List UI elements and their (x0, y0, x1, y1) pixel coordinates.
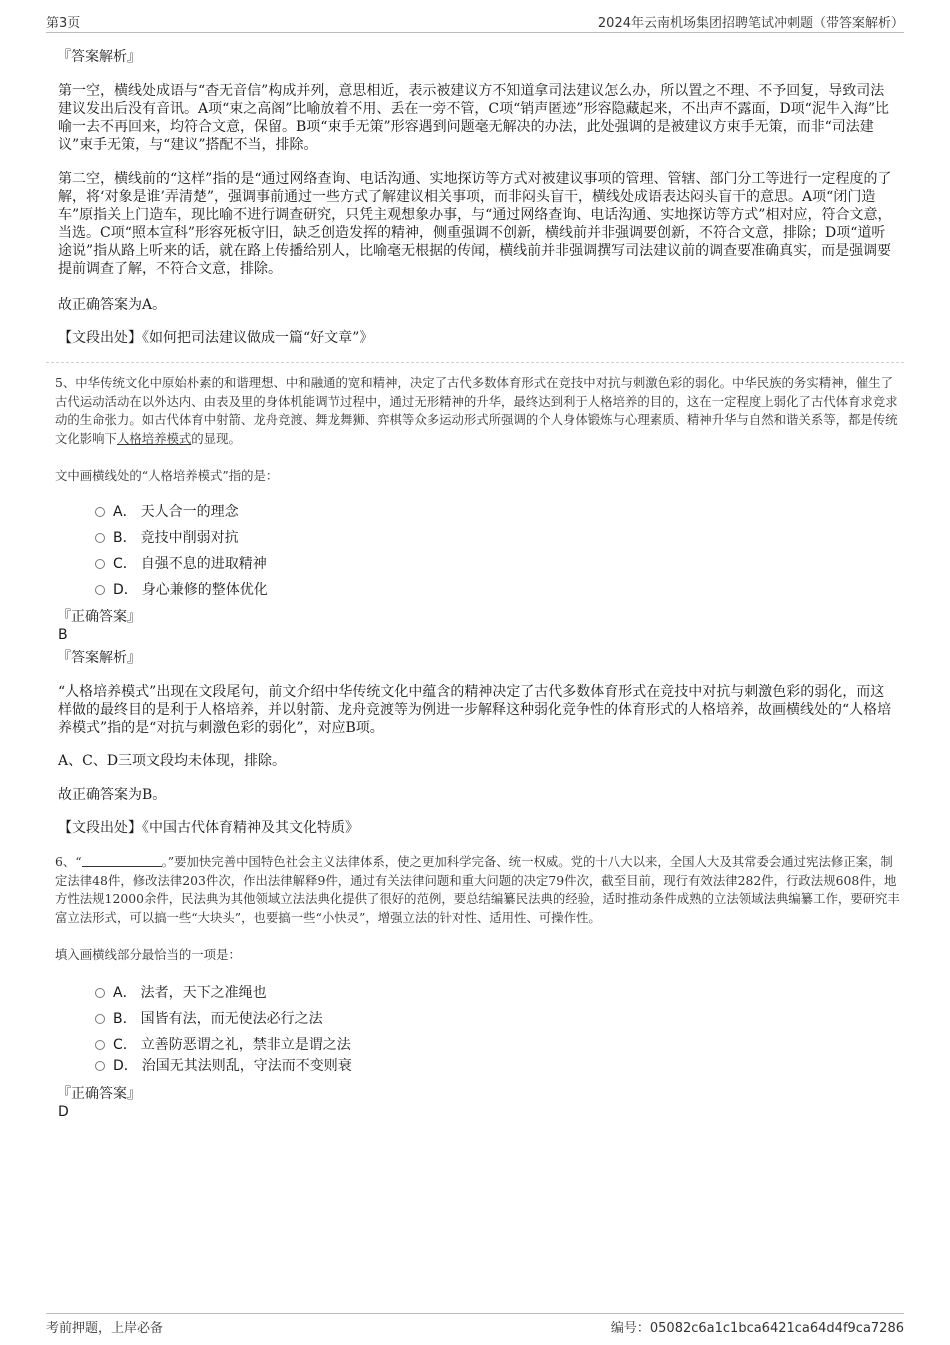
document-code: 编号：05082c6a1c1bca6421ca64d4f9ca7286 (610, 1321, 904, 1336)
q6-blank (82, 854, 162, 867)
divider (46, 362, 904, 363)
q5-conclusion: 故正确答案为B。 (58, 787, 167, 803)
q5-source (58, 819, 894, 837)
q5-stem (55, 374, 902, 448)
page-number: 第3页 (46, 16, 81, 31)
page-header (46, 10, 904, 33)
radio-icon[interactable] (95, 559, 105, 569)
q6-stem (55, 853, 902, 927)
radio-icon[interactable] (95, 1014, 105, 1024)
q4-analysis-para1: 第一空，横线处成语与“杳无音信”构成并列，意思相近，表示被建议方不知道拿司法建议怎么办，所以置之不理、不予回复，导致司法建议发出后没有音讯。A项“束之高阁”比喻放着不用、丢在一旁不管，C项“销声匿迹”形容隐藏起来，不出声不露面，D项“泥牛入海”比喻一去不再回来，均符合文意，保留。B项“束手无策”形容遇到问题毫无解决的办法，此处强调的是被建议方束手无策，而非“司法建议”束手无策，与“建议”搭配不当，排除。 (58, 83, 889, 153)
q4-source (58, 329, 894, 347)
q5-answer: B (58, 627, 68, 643)
radio-icon[interactable] (95, 533, 105, 543)
radio-icon[interactable] (95, 507, 105, 517)
q6-question: 填入画横线部分最恰当的一项是： (55, 947, 241, 962)
q5-option-c[interactable]: C． 自强不息的进取精神 (95, 554, 267, 574)
q5-analysis-label: 『答案解析』 (57, 650, 141, 666)
q6-option-c[interactable]: C． 立善防恶谓之礼，禁非立是谓之法 (95, 1035, 351, 1055)
q5-text: 5、中华传统文化中原始朴素的和谐理想、中和融通的宽和精神，决定了古代多数体育形式在竞技中对抗与刺激色彩的弱化。中华民族的务实精神，催生了古代运动活动在以外达内、由表及里的身体机能调节过程中，通过无形精神的升华，最终达到利于人格培养的目的，这在一定程度上弱化了古代体育求竞求动的生命张力。如古代体育中射箭、龙舟竞渡、舞龙舞狮、弈棋等众多运动形式所强调的个人身体锻炼与心理素质、精神升华与自然和谐关系等，都是传统文化影响下 (55, 375, 898, 446)
document-title: 2024年云南机场集团招聘笔试冲刺题（带答案解析） (597, 16, 904, 31)
q6-answer: D (58, 1104, 69, 1120)
q5-text-end: 的显现。 (191, 430, 241, 446)
q6-option-b[interactable]: B． 国皆有法，而无使法必行之法 (95, 1009, 323, 1029)
q5-answer-label: 『正确答案』 (57, 609, 141, 625)
q4-analysis-label: 『答案解析』 (57, 49, 141, 65)
q6-text: 。”要加快完善中国特色社会主义法律体系，使之更加科学完备、统一权威。党的十八大以来，全国人大及其常委会通过宪法修正案，制定法律48件，修改法律203件次，作出法律解释9件，通过有关法律问题和重大问题的决定79件次，截至目前，现行有效法律282件，行政法规608件，地方性法规12000余件，民法典为其他领域立法法典化提供了很好的范例，要总结编纂民法典的经验，适时推动条件成熟的立法领域法典编纂工作，要研究丰富立法形式，可以搞一些“大块头”，也要搞一些“小快灵”，增强立法的针对性、适用性、可操作性。 (55, 854, 900, 925)
q5-analysis-para1: “人格培养模式”出现在文段尾句，前文介绍中华传统文化中蕴含的精神决定了古代多数体育形式在竞技中对抗与刺激色彩的弱化，而这样做的最终目的是利于人格培养，并以射箭、龙舟竞渡等为例进一步解释这种弱化竞争性的体育形式的人格培养，故画横线处的“人格培养模式”指的是“对抗与刺激色彩的弱化”，对应B项。 (58, 684, 892, 736)
radio-icon[interactable] (95, 1040, 105, 1050)
radio-icon[interactable] (95, 585, 105, 595)
q6-prefix: 6、“ (55, 854, 82, 869)
radio-icon[interactable] (95, 988, 105, 998)
q5-source-title: 《中国古代体育精神及其文化特质》 (142, 820, 359, 836)
q5-question: 文中画横线处的“人格培养模式”指的是： (55, 468, 279, 483)
q6-option-d[interactable]: D． 治国无其法则乱，守法而不变则衰 (95, 1056, 352, 1076)
q4-conclusion: 故正确答案为A。 (58, 297, 167, 313)
q6-option-a[interactable]: A． 法者，天下之准绳也 (95, 983, 267, 1003)
q5-option-d[interactable]: D． 身心兼修的整体优化 (95, 580, 268, 600)
q6-answer-label: 『正确答案』 (57, 1086, 141, 1102)
q5-option-b[interactable]: B． 竞技中削弱对抗 (95, 528, 239, 548)
radio-icon[interactable] (95, 1061, 105, 1071)
q5-underlined-phrase: 人格培养模式 (116, 430, 192, 446)
q4-source-title: 《如何把司法建议做成一篇“好文章”》 (142, 330, 374, 346)
q5-analysis-para2: A、C、D三项文段均未体现，排除。 (58, 753, 287, 769)
page-footer (46, 1313, 904, 1338)
q5-option-a[interactable]: A． 天人合一的理念 (95, 502, 239, 522)
q4-source-label: 【文段出处】 (58, 330, 142, 346)
q5-source-label: 【文段出处】 (58, 820, 142, 836)
footer-slogan: 考前押题，上岸必备 (46, 1321, 164, 1336)
q4-analysis-para2: 第二空，横线前的“这样”指的是“通过网络查询、电话沟通、实地探访等方式对被建议事项的管理、管辖、部门分工等进行一定程度的了解，将‘对象是谁’弄清楚”，强调事前通过一些方式了解建议相关事项，而非闷头盲干，横线处成语表达闷头盲干的意思。A项“闭门造车”原指关上门造车，现比喻不进行调查研究，只凭主观想象办事，与“通过网络查询、电话沟通、实地探访等方式”相对应，符合文意，当选。C项“照本宣科”形容死板守旧，缺乏创造发挥的精神，侧重强调不创新，横线前并非强调要创新，不符合文意，排除；D项“道听途说”指从路上听来的话，就在路上传播给别人，比喻毫无根据的传闻，横线前并非强调撰写司法建议前的调查要准确真实，而是强调要提前调查了解，不符合文意，排除。 (58, 171, 892, 277)
